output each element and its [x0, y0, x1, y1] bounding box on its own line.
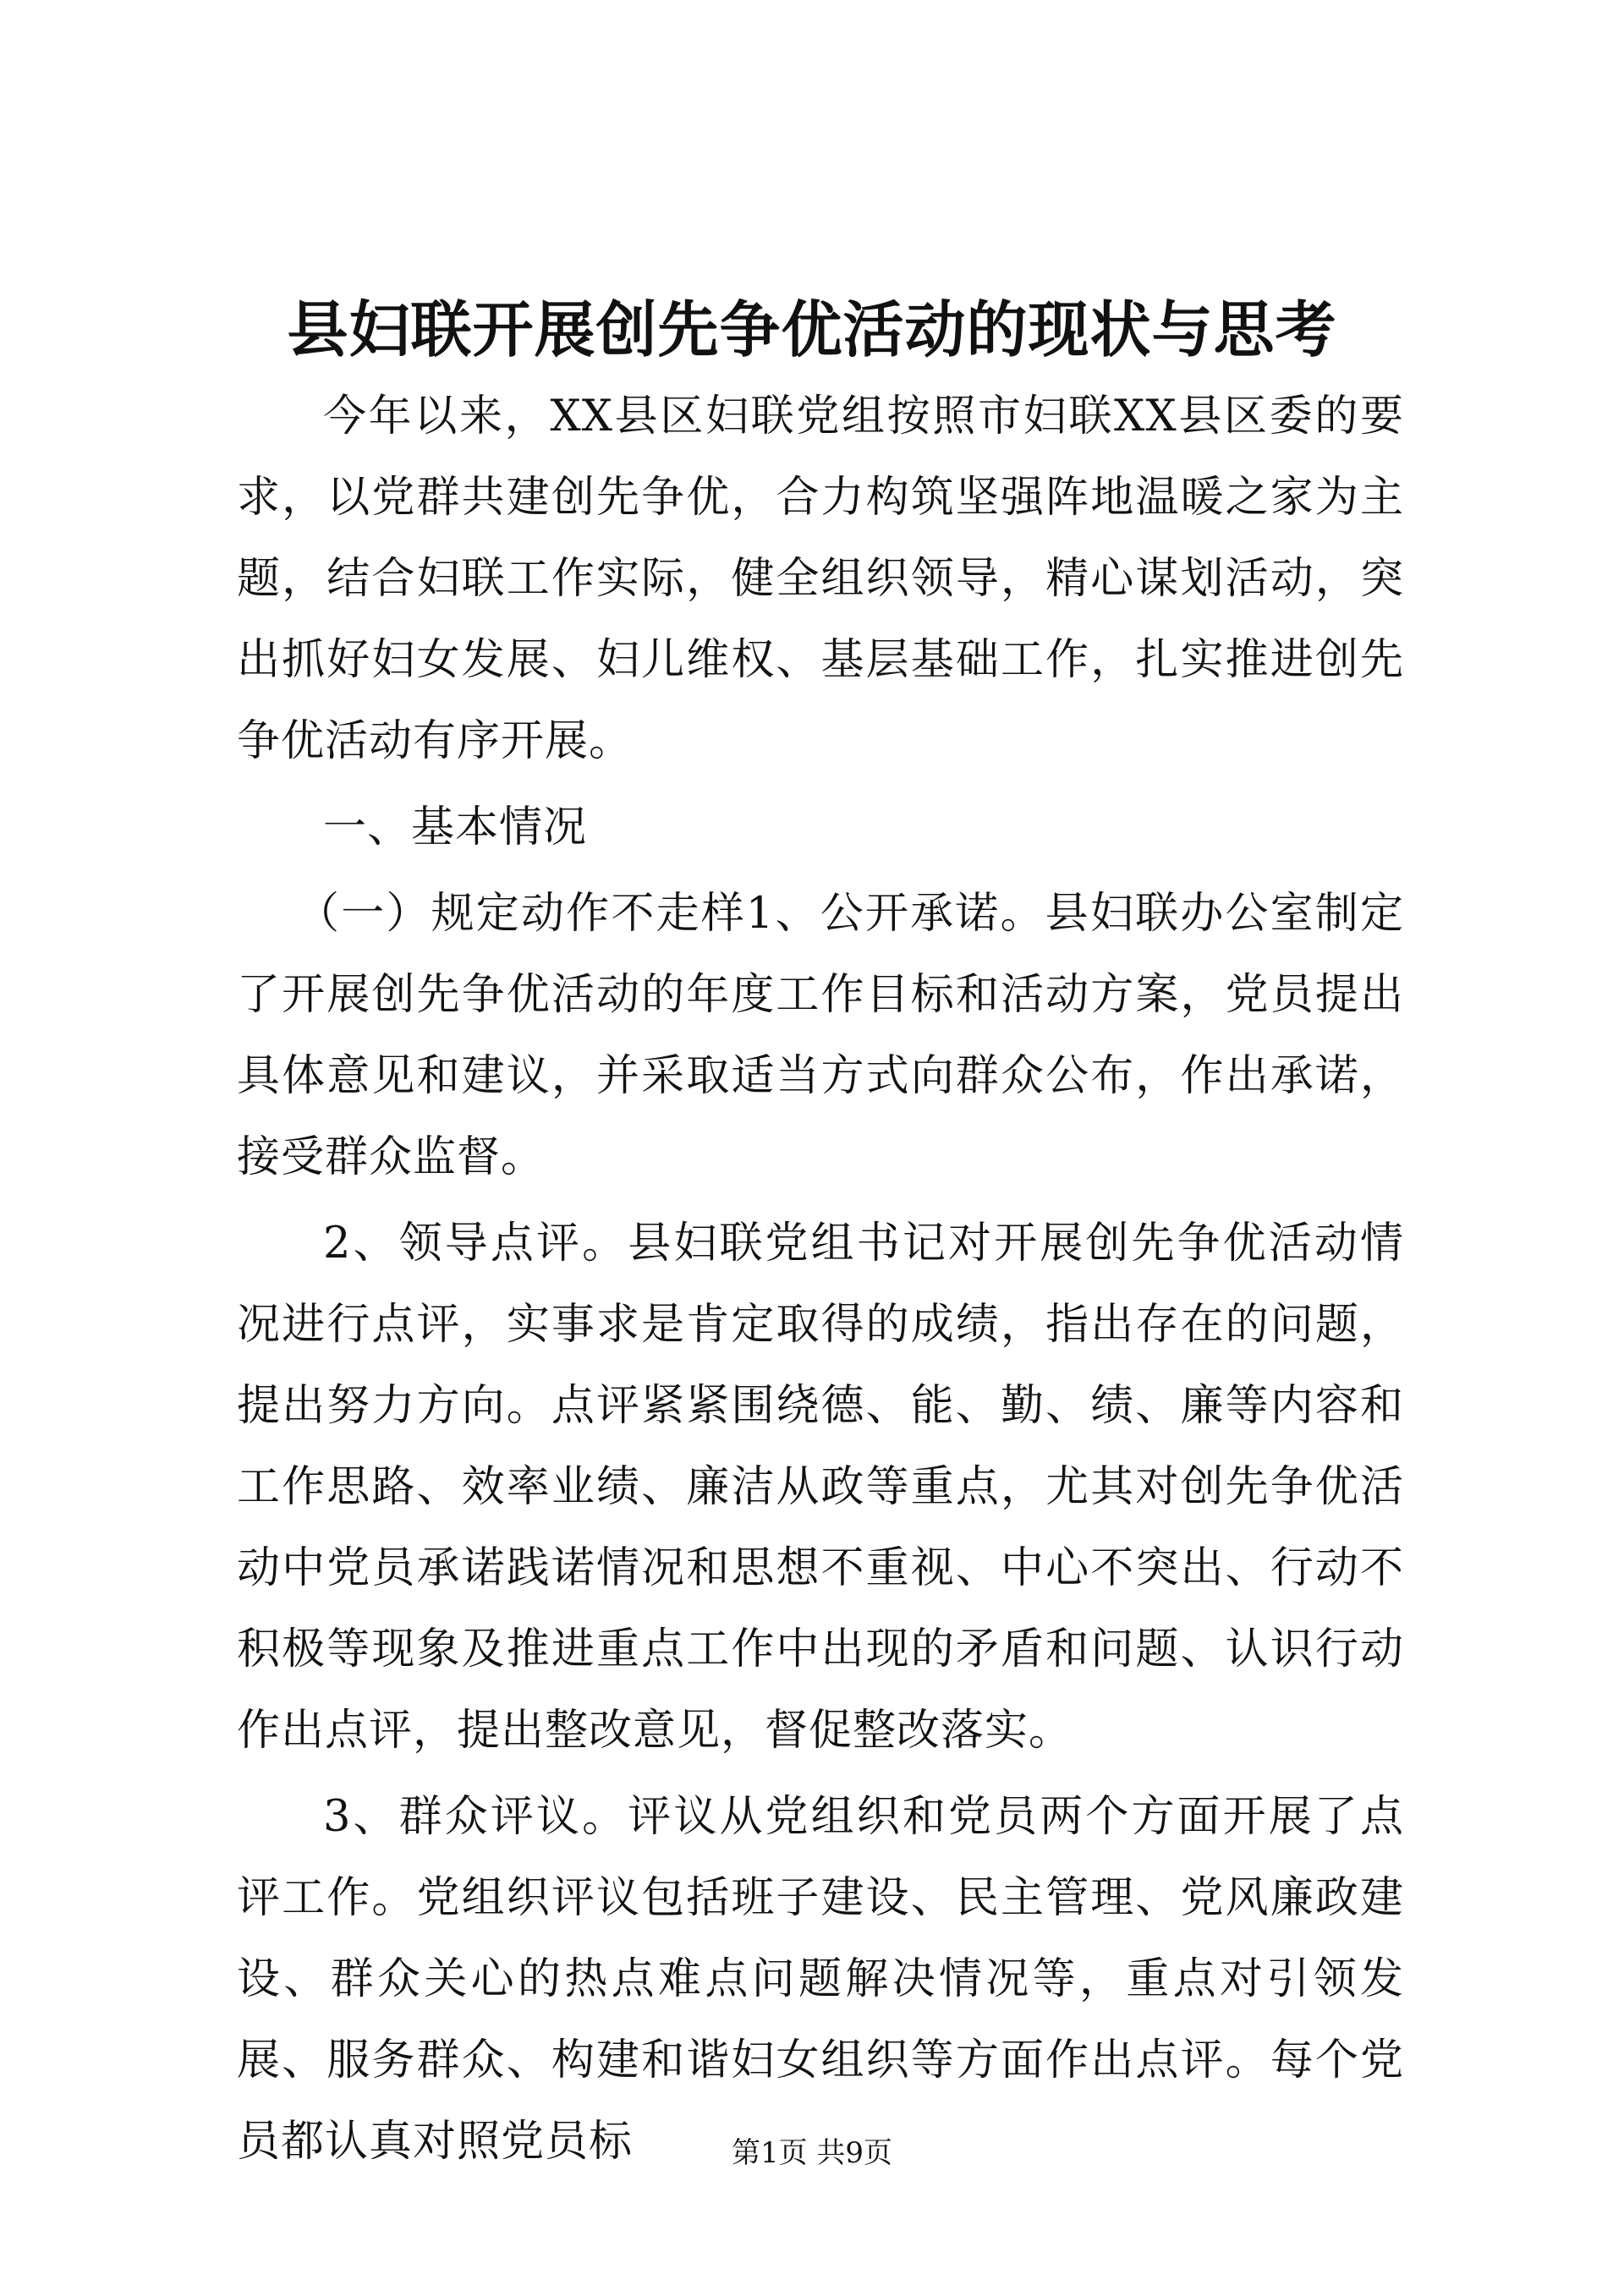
paragraph-public-commitment: （一）规定动作不走样1、公开承诺。县妇联办公室制定了开展创先争优活动的年度工作目标和活动方案，党员提出具体意见和建议，并采取适当方式向群众公布，作出承诺，接受群众监督。: [237, 889, 1404, 1182]
document-title: 县妇联开展创先争优活动的现状与思考: [287, 293, 1337, 365]
intro-paragraph: 今年以来，XX县区妇联党组按照市妇联XX县区委的要求，以党群共建创先争优，合力构筑坚强阵地温暖之家为主题，结合妇联工作实际，健全组织领导，精心谋划活动，突出抓好妇女发展、妇儿维权、基层基础工作，扎实推进创先争优活动有序开展。: [237, 392, 1404, 766]
page-number-footer: 第1页 共9页: [731, 2136, 893, 2170]
paragraph-leadership-review: 2、领导点评。县妇联党组书记对开展创先争优活动情况进行点评，实事求是肯定取得的成绩，指出存在的问题，提出努力方向。点评紧紧围绕德、能、勤、绩、廉等内容和工作思路、效率业绩、廉洁从政等重点，尤其对创先争优活动中党员承诺践诺情况和思想不重视、中心不突出、行动不积极等现象及推进重点工作中出现的矛盾和问题、认识行动作出点评，提出整改意见，督促整改落实。: [237, 1219, 1404, 1756]
document-body: [237, 376, 1404, 2183]
paragraph-public-evaluation: 3、群众评议。评议从党组织和党员两个方面开展了点评工作。党组织评议包括班子建设、民主管理、党风廉政建设、群众关心的热点难点问题解决情况等，重点对引领发展、服务群众、构建和谐妇女组织等方面作出点评。每个党员都认真对照党员标: [237, 1792, 1404, 2167]
section-heading-basic-situation: 一、基本情况: [323, 803, 588, 852]
